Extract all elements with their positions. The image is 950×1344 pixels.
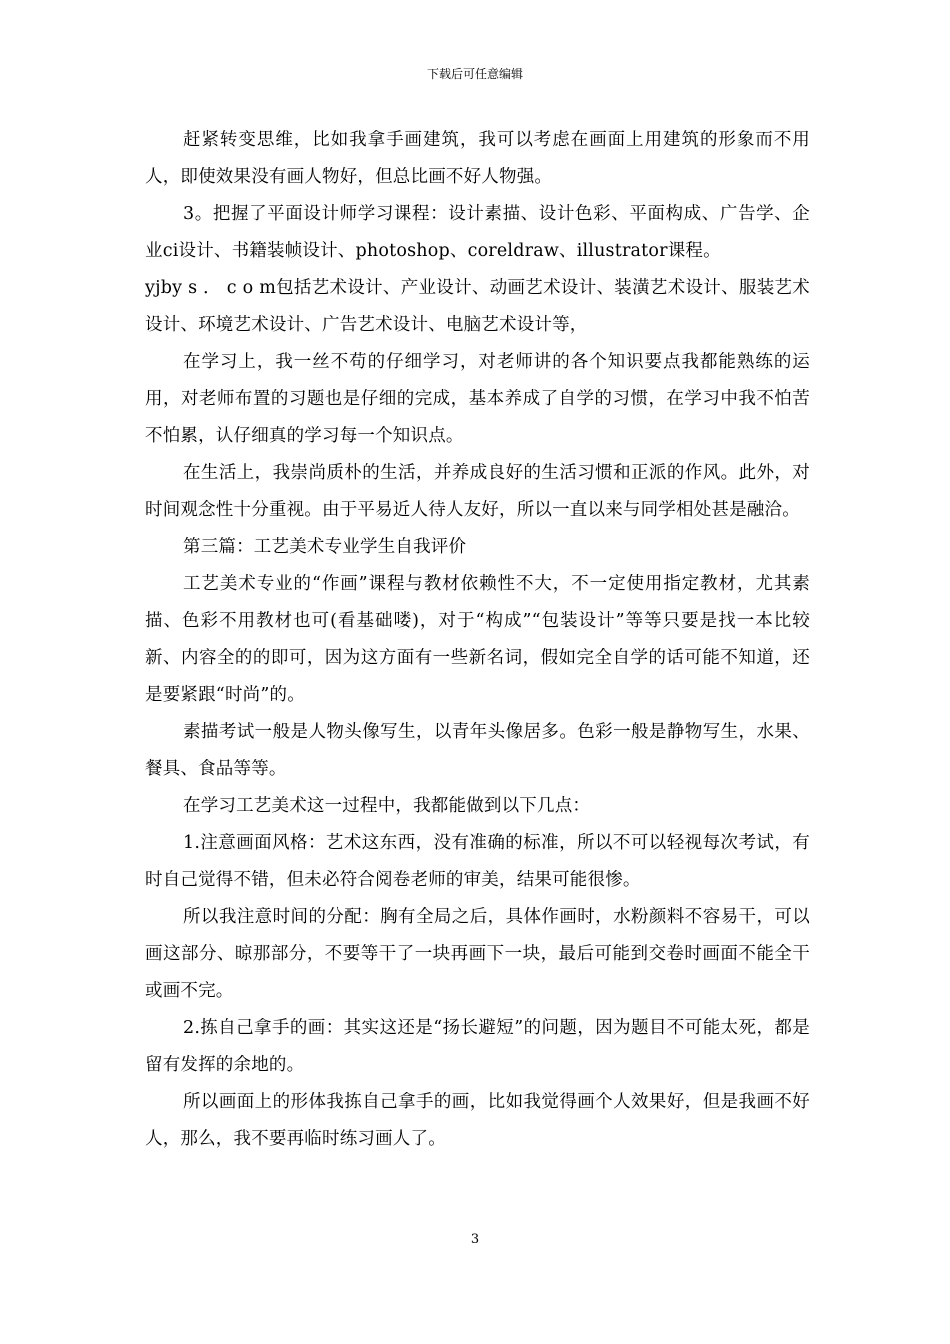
paragraph: 1.注意画面风格：艺术这东西，没有准确的标准，所以不可以轻视每次考试，有时自己觉得不错，但未必符合阅卷老师的审美，结果可能很惨。 (145, 833, 810, 890)
page-number: 3 (470, 1232, 480, 1247)
paragraph: 在生活上，我崇尚质朴的生活，并养成良好的生活习惯和正派的作风。此外，对时间观念性十分重视。由于平易近人待人友好，所以一直以来与同学相处甚是融洽。 (145, 463, 810, 520)
paragraph: 在学习上，我一丝不苟的仔细学习，对老师讲的各个知识要点我都能熟练的运用，对老师布置的习题也是仔细的完成，基本养成了自学的习惯，在学习中我不怕苦不怕累，认仔细真的学习每一个知识点。 (145, 352, 810, 446)
paragraph: 所以我注意时间的分配：胸有全局之后，具体作画时，水粉颜料不容易干，可以画这部分、晾那部分，不要等干了一块再画下一块，最后可能到交卷时画面不能全干或画不完。 (145, 907, 810, 1001)
paragraph: 所以画面上的形体我拣自己拿手的画，比如我觉得画个人效果好，但是我画不好人，那么，我不要再临时练习画人了。 (145, 1092, 810, 1149)
document-body (145, 122, 810, 1158)
section-heading: 第三篇：工艺美术专业学生自我评价 (183, 537, 467, 557)
paragraph: 3。把握了平面设计师学习课程：设计素描、设计色彩、平面构成、广告学、企业ci设计、书籍装帧设计、photoshop、coreldraw、illustrator课程。 (145, 204, 810, 261)
paragraph: 赶紧转变思维，比如我拿手画建筑，我可以考虑在画面上用建筑的形象而不用人，即使效果没有画人物好，但总比画不好人物强。 (145, 130, 810, 187)
paragraph: 素描考试一般是人物头像写生，以青年头像居多。色彩一般是静物写生，水果、餐具、食品等等。 (145, 722, 810, 779)
paragraph: 工艺美术专业的“作画”课程与教材依赖性不大，不一定使用指定教材，尤其素描、色彩不用教材也可(看基础喽)，对于“构成”“包装设计”等等只要是找一本比较新、内容全的的即可，因为这方面有一些新名词，假如完全自学的话可能不知道，还是要紧跟“时尚”的。 (145, 574, 810, 705)
paragraph: yjby s ． c o m包括艺术设计、产业设计、动画艺术设计、装潢艺术设计、服装艺术设计、环境艺术设计、广告艺术设计、电脑艺术设计等， (145, 278, 810, 335)
page-header: 下载后可任意编辑 (426, 67, 523, 81)
paragraph: 2.拣自己拿手的画：其实这还是“扬长避短”的问题，因为题目不可能太死，都是留有发挥的余地的。 (145, 1018, 810, 1075)
paragraph: 在学习工艺美术这一过程中，我都能做到以下几点： (183, 796, 591, 816)
